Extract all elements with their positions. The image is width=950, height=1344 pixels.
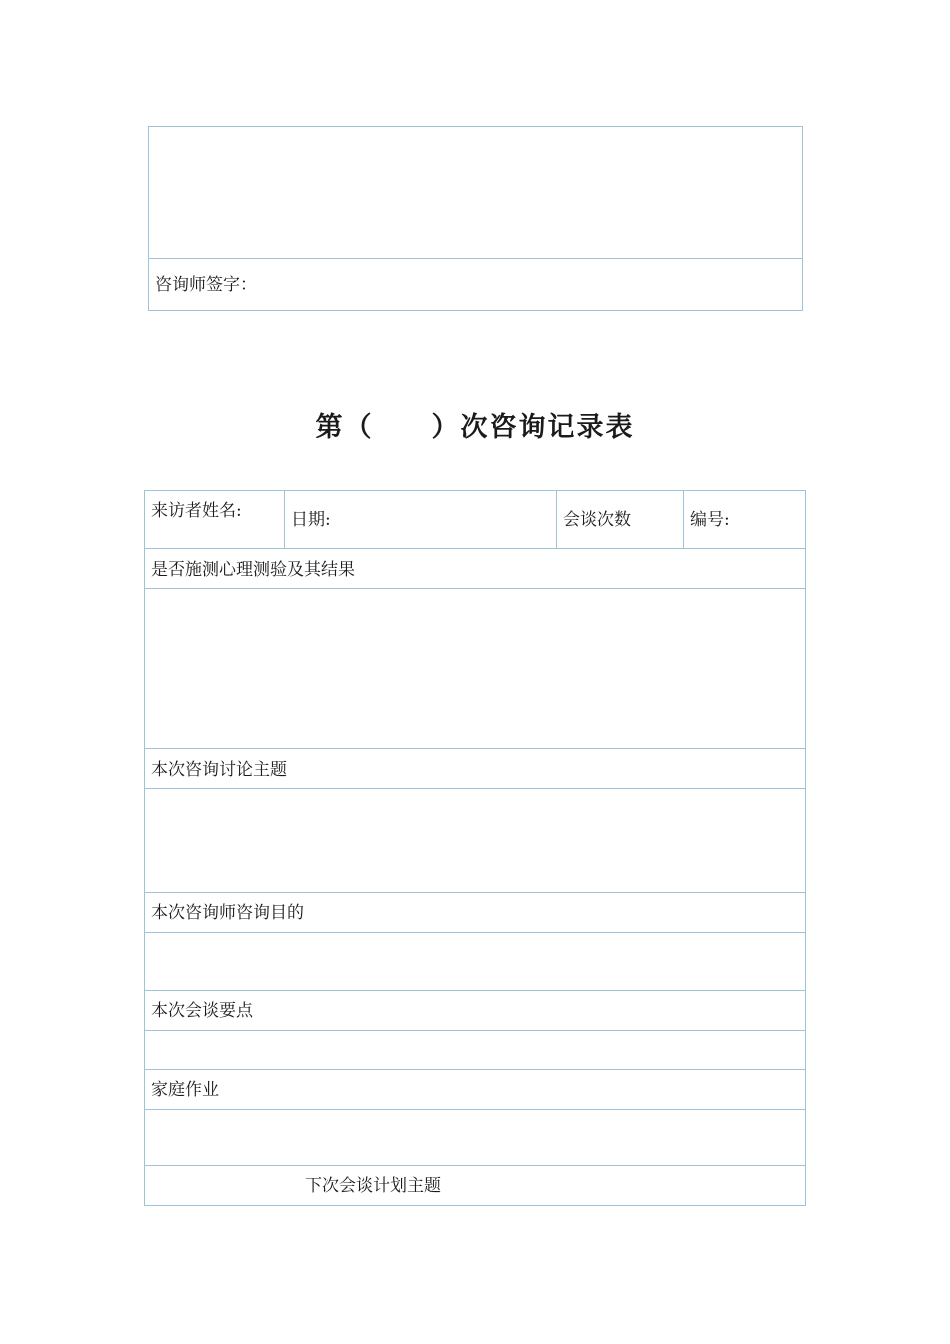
row-line bbox=[144, 748, 806, 749]
row-line bbox=[144, 1069, 806, 1070]
homework-section-label: 家庭作业 bbox=[151, 1080, 219, 1100]
visitor-name-label: 来访者姓名: bbox=[151, 501, 242, 521]
session-count-label: 会谈次数 bbox=[563, 510, 631, 530]
record-table bbox=[144, 490, 806, 1206]
discussion-topic-section-label: 本次咨询讨论主题 bbox=[151, 760, 287, 780]
row-line bbox=[144, 892, 806, 893]
top-table-divider bbox=[148, 258, 803, 259]
header-col-divider-1 bbox=[284, 490, 285, 549]
row-line bbox=[144, 1165, 806, 1166]
row-line bbox=[144, 548, 806, 549]
row-line bbox=[144, 1030, 806, 1031]
header-col-divider-2 bbox=[556, 490, 557, 549]
row-line bbox=[144, 932, 806, 933]
row-line bbox=[144, 990, 806, 991]
row-line bbox=[144, 788, 806, 789]
counselor-signature-label: 咨询师签字： bbox=[155, 275, 257, 295]
next-session-plan-section-label: 下次会谈计划主题 bbox=[305, 1176, 441, 1196]
row-line bbox=[144, 1109, 806, 1110]
date-label: 日期: bbox=[291, 510, 331, 530]
psych-test-section-label: 是否施测心理测验及其结果 bbox=[151, 560, 355, 580]
number-label: 编号: bbox=[690, 510, 730, 530]
header-col-divider-3 bbox=[683, 490, 684, 549]
session-key-points-section-label: 本次会谈要点 bbox=[151, 1001, 253, 1021]
counseling-goal-section-label: 本次咨询师咨询目的 bbox=[151, 903, 304, 923]
row-line bbox=[144, 588, 806, 589]
page-title: 第（ ）次咨询记录表 bbox=[315, 412, 635, 443]
